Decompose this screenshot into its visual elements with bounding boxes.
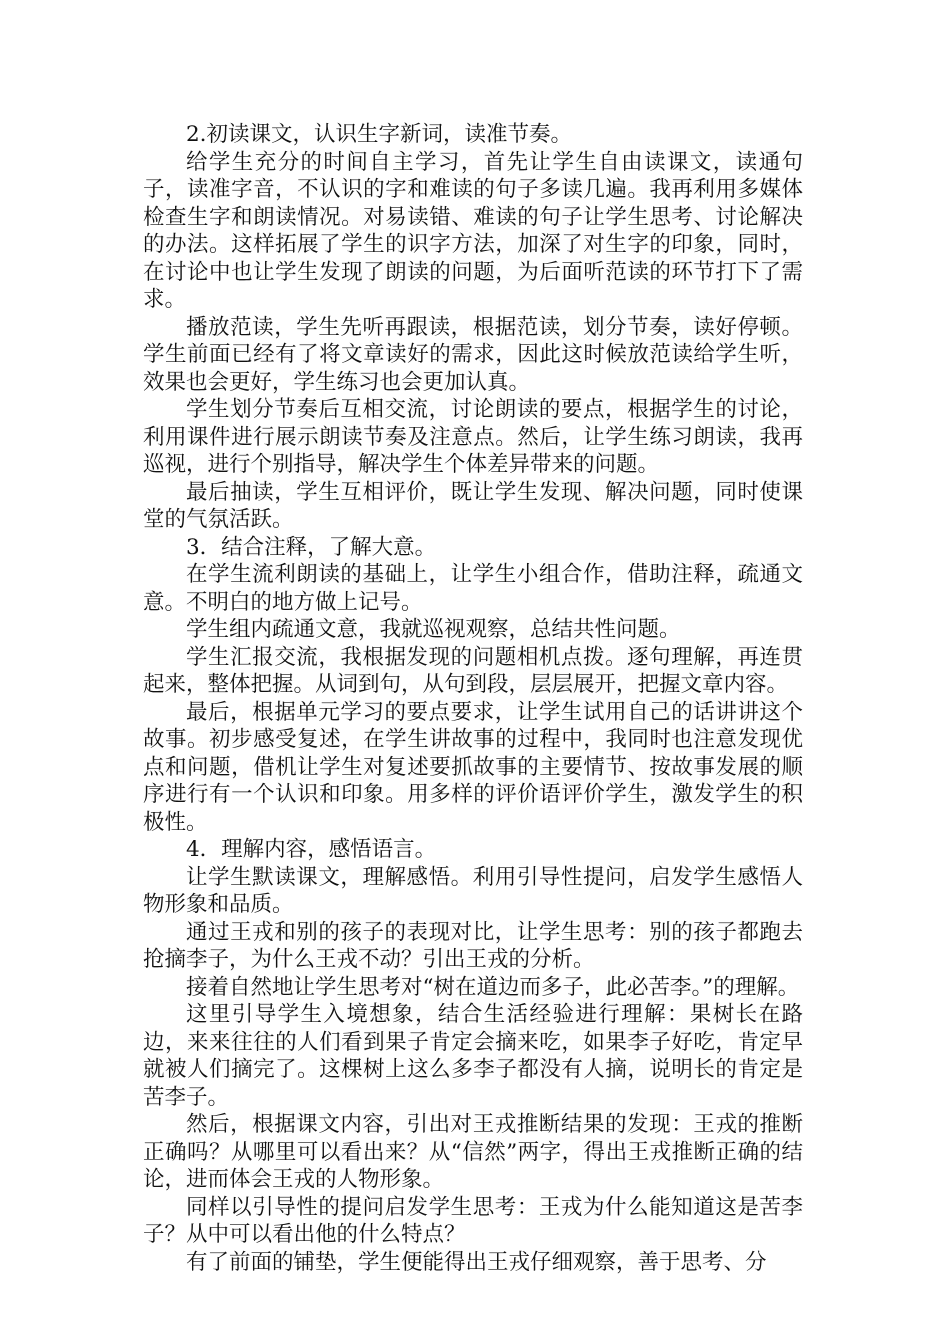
paragraph: 有了前面的铺垫，学生便能得出王戎仔细观察，善于思考、分 <box>186 1249 767 1275</box>
paragraph: 接着自然地让学生思考对“树在道边而多子，此必苦李。”的理解。 <box>186 974 800 1000</box>
paragraph-heading-3: 3．结合注释，了解大意。 <box>186 534 437 560</box>
paragraph: 通过王戎和别的孩子的表现对比，让学生思考：别的孩子都跑去抢摘李子，为什么王戎不动？引出王戎的分析。 <box>143 919 803 972</box>
paragraph: 同样以引导性的提问启发学生思考：王戎为什么能知道这是苦李子？从中可以看出他的什么特点？ <box>143 1194 803 1247</box>
paragraph-heading-2: 2.初读课文，认识生字新词，读准节奏。 <box>186 122 573 147</box>
paragraph: 最后抽读，学生互相评价，既让学生发现、解决问题，同时使课堂的气氛活跃。 <box>143 479 803 532</box>
paragraph: 然后，根据课文内容，引出对王戎推断结果的发现：王戎的推断正确吗？从哪里可以看出来？从“信然”两字，得出王戎推断正确的结论，进而体会王戎的人物形象。 <box>143 1112 803 1192</box>
paragraph: 在学生流利朗读的基础上，让学生小组合作，借助注释，疏通文意。不明白的地方做上记号。 <box>143 562 803 615</box>
paragraph: 播放范读，学生先听再跟读，根据范读，划分节奏，读好停顿。学生前面已经有了将文章读好的需求，因此这时候放范读给学生听，效果也会更好，学生练习也会更加认真。 <box>143 314 803 395</box>
paragraph: 学生组内疏通文意，我就巡视观察，总结共性问题。 <box>186 617 681 642</box>
document-body <box>143 121 803 1276</box>
paragraph: 这里引导学生入境想象，结合生活经验进行理解：果树长在路边，来来往往的人们看到果子肯定会摘来吃，如果李子好吃，肯定早就被人们摘完了。这棵树上这么多李子都没有人摘，说明长的肯定是苦李子。 <box>143 1002 803 1110</box>
paragraph: 学生汇报交流，我根据发现的问题相机点拨。逐句理解，再连贯起来，整体把握。从词到句，从句到段，层层展开，把握文章内容。 <box>143 644 803 697</box>
paragraph: 给学生充分的时间自主学习，首先让学生自由读课文，读通句子，读准字音，不认识的字和难读的句子多读几遍。我再利用多媒体检查生字和朗读情况。对易读错、难读的句子让学生思考、讨论解决的办法。这样拓展了学生的识字方法，加深了对生字的印象，同时，在讨论中也让学生发现了朗读的问题，为后面听范读的环节打下了需求。 <box>143 149 803 312</box>
paragraph: 学生划分节奏后互相交流，讨论朗读的要点，根据学生的讨论，利用课件进行展示朗读节奏及注意点。然后，让学生练习朗读，我再巡视，进行个别指导，解决学生个体差异带来的问题。 <box>143 397 803 477</box>
paragraph: 最后，根据单元学习的要点要求，让学生试用自己的话讲讲这个故事。初步感受复述，在学生讲故事的过程中，我同时也注意发现优点和问题，借机让学生对复述要抓故事的主要情节、按故事发展的顺序进行有一个认识和印象。用多样的评价语评价学生，激发学生的积极性。 <box>143 699 803 835</box>
paragraph-heading-4: 4．理解内容，感悟语言。 <box>186 837 437 862</box>
paragraph: 让学生默读课文，理解感悟。利用引导性提问，启发学生感悟人物形象和品质。 <box>143 864 803 917</box>
